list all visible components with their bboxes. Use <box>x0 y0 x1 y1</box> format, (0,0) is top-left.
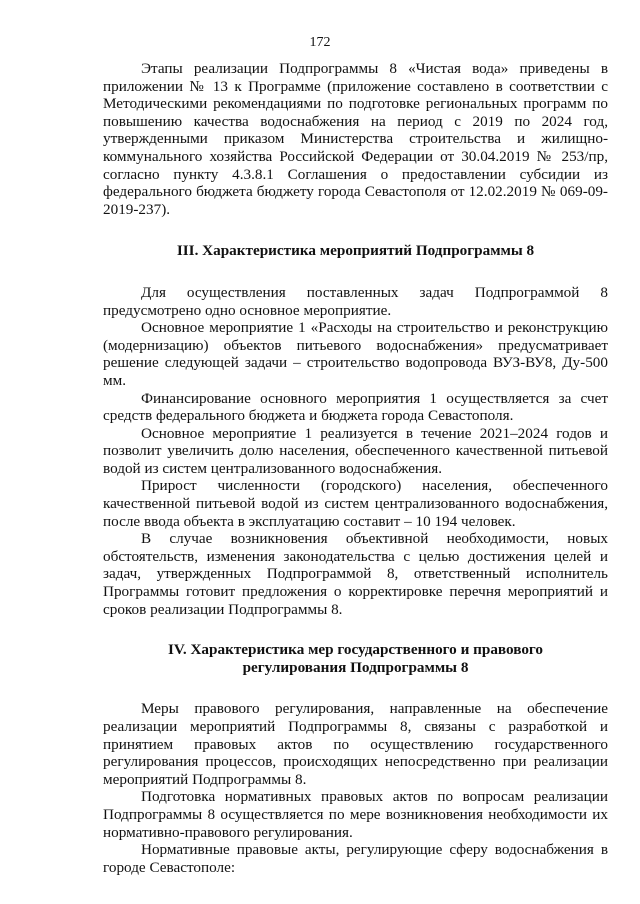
section-4-heading-line-1: IV. Характеристика мер государственного и правового <box>167 641 544 659</box>
paragraph: Подготовка нормативных правовых актов по вопросам реализации Подпрограммы 8 осуществляется по мере возникновения необходимости их нормативно-правового регулирования. <box>103 788 608 841</box>
paragraph: Для осуществления поставленных задач Подпрограммой 8 предусмотрено одно основное мероприятие. <box>103 283 608 319</box>
section-4-heading <box>103 641 608 676</box>
section-4-heading-line-2: регулирования Подпрограммы 8 <box>242 658 469 676</box>
paragraph: Финансирование основного мероприятия 1 осуществляется за счет средств федерального бюджета и бюджета города Севастополя. <box>103 389 608 425</box>
paragraph: Прирост численности (городского) населения, обеспеченного качественной питьевой водой из систем централизованного водоснабжения, после ввода объекта в эксплуатацию составит – 10 194 человек. <box>103 477 608 530</box>
paragraph-stages: Этапы реализации Подпрограммы 8 «Чистая вода» приведены в приложении № 13 к Программе (приложение составлено в соответствии с Методическими рекомендациями по подготовке региональных программ по повышению качества водоснабжения на период с 2019 по 2024 год, утвержденными приказом Министерства строительства и жилищно-коммунального хозяйства Российской Федерации от 30.04.2019 № 253/пр, согласно пункту 4.3.8.1 Соглашения о предоставлении субсидии из федерального бюджета бюджету города Севастополя от 12.02.2019 № 069-09-2019-237). <box>103 60 608 218</box>
paragraph: Меры правового регулирования, направленные на обеспечение реализации мероприятий Подпрограммы 8, связаны с разработкой и принятием правовых актов по осуществлению государственного регулирования процессов, происходящих непосредственно при реализации мероприятий Подпрограммы 8. <box>103 700 608 788</box>
page-number: 172 <box>309 35 331 50</box>
paragraph: Основное мероприятие 1 реализуется в течение 2021–2024 годов и позволит увеличить долю населения, обеспеченного качественной питьевой водой из систем централизованного водоснабжения. <box>103 424 608 477</box>
document-body <box>103 60 608 876</box>
paragraph: Основное мероприятие 1 «Расходы на строительство и реконструкцию (модернизацию) объектов питьевого водоснабжения» предусматривает решение следующей задачи – строительство водопровода ВУЗ-ВУ8, Ду-500 мм. <box>103 319 608 389</box>
paragraph: В случае возникновения объективной необходимости, новых обстоятельств, изменения законодательства с целью достижения целей и задач, утвержденных Подпрограммой 8, ответственный исполнитель Программы готовит предложения о корректировке перечня мероприятий и сроков реализации Подпрограммы 8. <box>103 530 608 618</box>
paragraph: Нормативные правовые акты, регулирующие сферу водоснабжения в городе Севастополе: <box>103 841 608 876</box>
section-3-heading: III. Характеристика мероприятий Подпрограммы 8 <box>176 242 535 260</box>
